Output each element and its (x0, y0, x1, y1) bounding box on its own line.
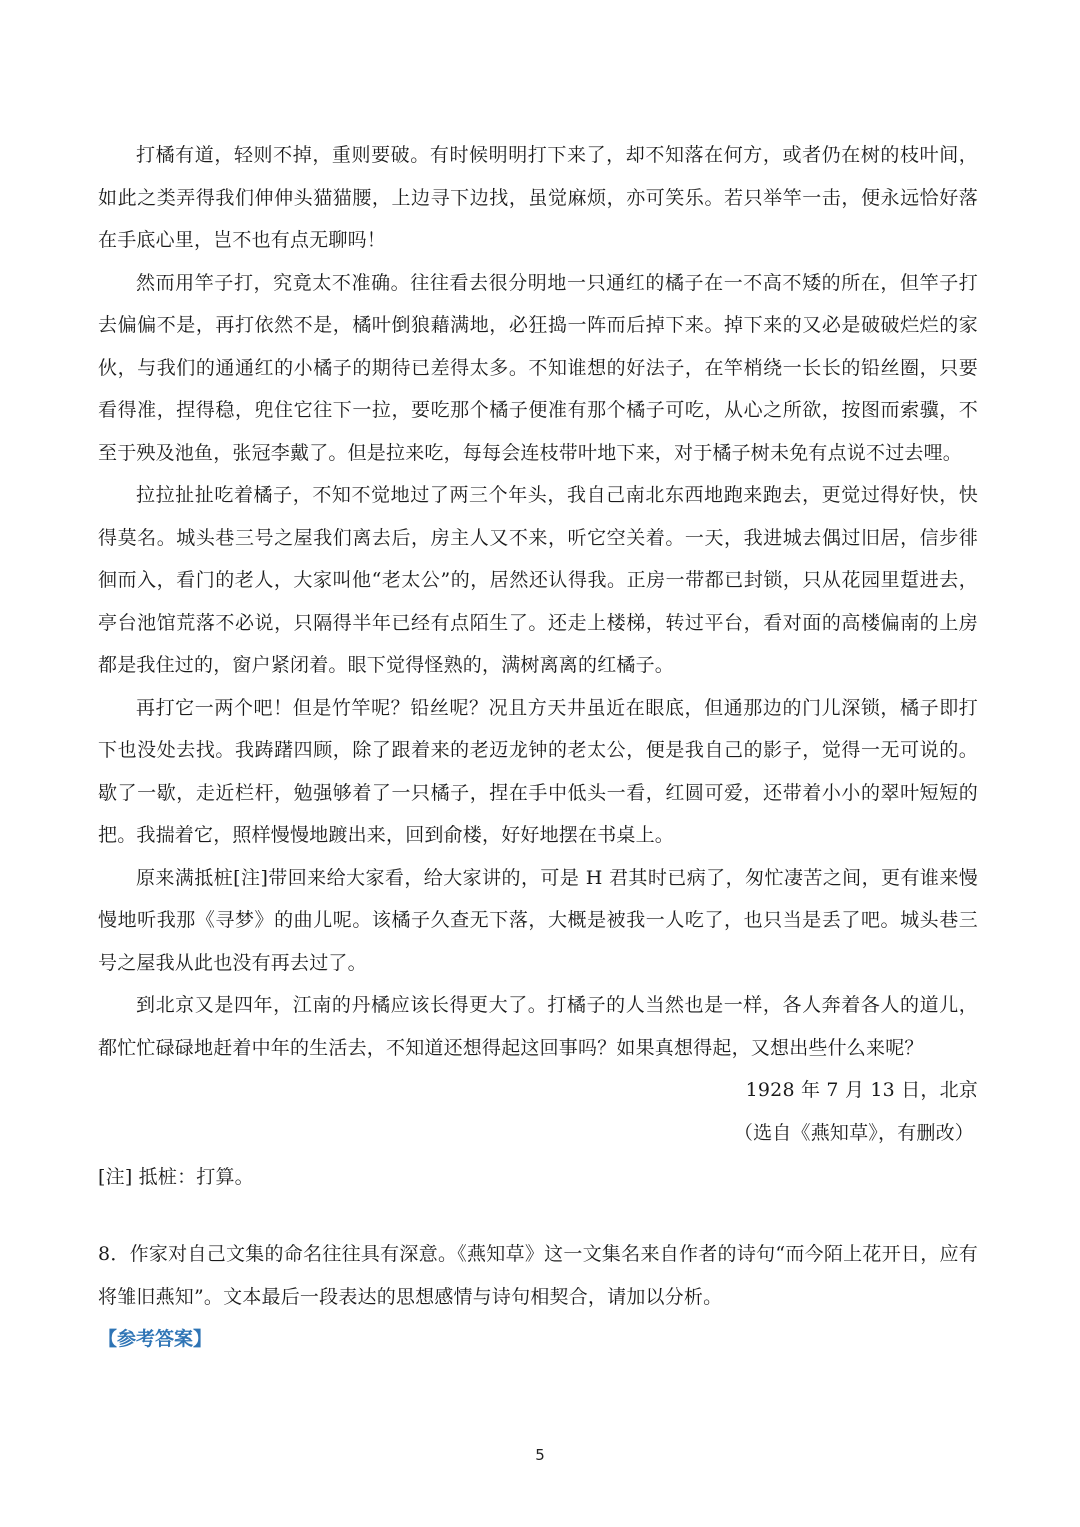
footnote: [注] 抵桩：打算。 (98, 1166, 254, 1188)
essay-paragraph-6: 到北京又是四年，江南的丹橘应该长得更大了。打橘子的人当然也是一样，各人奔着各人的道儿，都忙忙碌碌地赶着中年的生活去，不知道还想得起这回事吗？如果真想得起，又想出些什么来呢？ (98, 994, 978, 1059)
question-8: 8．作家对自己文集的命名往往具有深意。《燕知草》这一文集名来自作者的诗句“而今陌上花开日，应有将雏旧燕知”。文本最后一段表达的思想感情与诗句相契合，请加以分析。 (98, 1243, 978, 1308)
essay-paragraph-4: 再打它一两个吧！但是竹竿呢？铅丝呢？况且方天井虽近在眼底，但通那边的门儿深锁，橘子即打下也没处去找。我踌躇四顾，除了跟着来的老迈龙钟的老太公，便是我自己的影子，觉得一无可说的。歇了一歇，走近栏杆，勉强够着了一只橘子，捏在手中低头一看，红圆可爱，还带着小小的翠叶短短的把。我揣着它，照样慢慢地踱出来，回到俞楼，好好地摆在书桌上。 (98, 696, 978, 846)
essay-paragraph-2: 然而用竿子打，究竟太不准确。往往看去很分明地一只通红的橘子在一不高不矮的所在，但竿子打去偏偏不是，再打依然不是，橘叶倒狼藉满地，必狂捣一阵而后掉下来。掉下来的又必是破破烂烂的家伙，与我们的通通红的小橘子的期待已差得太多。不知谁想的好法子，在竿梢绕一长长的铅丝圈，只要看得准，捏得稳，兜住它往下一拉，要吃那个橘子便准有那个橘子可吃，从心之所欲，按图而索骥，不至于殃及池鱼，张冠李戴了。但是拉来吃，每每会连枝带叶地下来，对于橘子树未免有点说不过去哩。 (98, 271, 978, 464)
essay-paragraph-1: 打橘有道，轻则不掉，重则要破。有时候明明打下来了，却不知落在何方，或者仍在树的枝叶间，如此之类弄得我们伸伸头猫猫腰，上边寻下边找，虽觉麻烦，亦可笑乐。若只举竿一击，便永远恰好落在手底心里，岂不也有点无聊吗！ (98, 144, 978, 251)
essay-body (98, 134, 978, 1199)
essay-paragraph-5: 原来满抵桩[注]带回来给大家看，给大家讲的，可是 H 君其时已病了，匆忙凄苦之间，更有谁来慢慢地听我那《寻梦》的曲儿呢。该橘子久查无下落，大概是被我一人吃了，也只当是丢了吧。城头巷三号之屋我从此也没有再去过了。 (98, 866, 978, 974)
page-number: 5 (535, 1446, 545, 1464)
date-line: 1928 年 7 月 13 日，北京 (745, 1079, 978, 1101)
source-line: （选自《燕知草》，有删改） (733, 1121, 974, 1144)
answer-label: 【参考答案】 (98, 1328, 213, 1350)
essay-paragraph-3: 拉拉扯扯吃着橘子，不知不觉地过了两三个年头，我自己南北东西地跑来跑去，更觉过得好快，快得莫名。城头巷三号之屋我们离去后，房主人又不来，听它空关着。一天，我进城去偶过旧居，信步徘徊而入，看门的老人，大家叫他“老太公”的，居然还认得我。正房一带都已封锁，只从花园里踅进去，亭台池馆荒落不必说，只隔得半年已经有点陌生了。还走上楼梯，转过平台，看对面的高楼偏南的上房都是我住过的，窗户紧闭着。眼下觉得怪熟的，满树离离的红橘子。 (98, 484, 978, 676)
